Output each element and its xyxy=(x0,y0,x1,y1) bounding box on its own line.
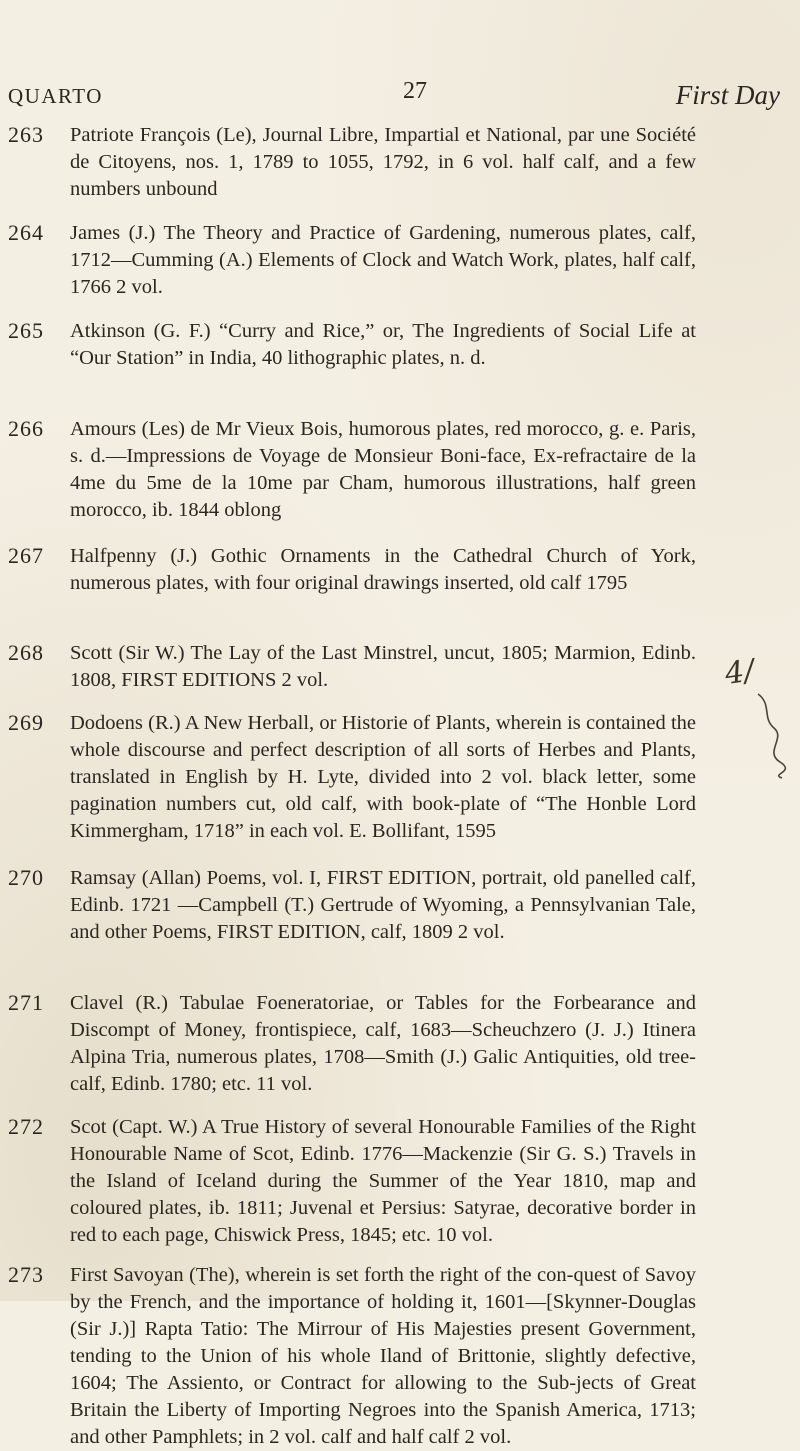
lot-number: 267 xyxy=(8,543,44,568)
lot-entry-273 xyxy=(8,1262,698,1448)
page-number: 27 xyxy=(403,78,427,104)
lot-entry-272 xyxy=(8,1114,698,1254)
lot-number: 266 xyxy=(8,416,44,441)
lot-entry-268 xyxy=(8,640,698,696)
lot-number: 272 xyxy=(8,1114,44,1139)
handwritten-margin-note: 4/ xyxy=(722,653,757,692)
lot-number: 268 xyxy=(8,640,44,665)
lot-description: Amours (Les) de Mr Vieux Bois, humorous plates, red morocco, g. e. Paris, s. d.—Impressions de Voyage de Monsieur Boni-face, Ex-refractaire de la 4me du 5me de la 10me par Cham, humorous illustrations, half green morocco, ib. 1844 oblong xyxy=(70,418,696,521)
lot-entry-269 xyxy=(8,710,698,850)
lot-entry-267 xyxy=(8,543,698,627)
lot-entry-266 xyxy=(8,416,698,528)
lot-description: Halfpenny (J.) Gothic Ornaments in the Cathedral Church of York, numerous plates, with four original drawings inserted, old calf 1795 xyxy=(70,545,696,594)
lot-number: 271 xyxy=(8,990,44,1015)
lot-entry-263 xyxy=(8,122,698,206)
lot-description: Scot (Capt. W.) A True History of several Honourable Families of the Right Honourable Name of Scot, Edinb. 1776—Mackenzie (Sir G. S.) Travels in the Island of Iceland during the Summer of the Year 1810, map and coloured plates, ib. 1811; Juvenal et Persius: Satyrae, decorative border in red to each page, Chiswick Press, 1845; etc. 10 vol. xyxy=(70,1116,696,1246)
lot-number: 265 xyxy=(8,318,44,343)
lot-description: First Savoyan (The), wherein is set forth the right of the con-quest of Savoy by the French, and the importance of holding it, 1601—[Skynner-Douglas (Sir J.)] Rapta Tatio: The Mirrour of His Majesties present Government, tending to the Union of his whole Iland of Brittonie, slightly defective, 1604; The Assiento, or Contract for allowing to the Sub-jects of Great Britain the Liberty of Importing Negroes into the Spanish America, 1713; and other Pamphlets; in 2 vol. calf and half calf 2 vol. xyxy=(70,1264,696,1448)
lot-number: 269 xyxy=(8,710,44,735)
lot-entry-264 xyxy=(8,220,698,304)
lot-description: James (J.) The Theory and Practice of Gardening, numerous plates, calf, 1712—Cumming (A.) Elements of Clock and Watch Work, plates, half calf, 1766 2 vol. xyxy=(70,222,696,298)
lot-entry-265 xyxy=(8,318,698,402)
lot-description: Dodoens (R.) A New Herball, or Historie of Plants, wherein is contained the whole discourse and perfect description of all sorts of Herbes and Plants, translated in English by H. Lyte, divided into 2 vol. black letter, some pagination numbers cut, old calf, with book-plate of “The Honble Lord Kimmergham, 1718” in each vol. E. Bollifant, 1595 xyxy=(70,712,696,842)
lot-description: Ramsay (Allan) Poems, vol. I, FIRST EDITION, portrait, old panelled calf, Edinb. 1721 —Campbell (T.) Gertrude of Wyoming, a Pennsylvanian Tale, and other Poems, FIRST EDITION, calf, 1809 2 vol. xyxy=(70,867,696,943)
lot-description: Clavel (R.) Tabulae Foeneratoriae, or Tables for the Forbearance and Discompt of Money, frontispiece, calf, 1683—Scheuchzero (J. J.) Itinera Alpina Tria, numerous plates, 1708—Smith (J.) Galic Antiquities, old tree-calf, Edinb. 1780; etc. 11 vol. xyxy=(70,992,696,1095)
header-format: QUARTO xyxy=(8,84,103,108)
page-header xyxy=(8,78,780,112)
handwritten-squiggle-icon xyxy=(752,690,792,780)
lot-number: 264 xyxy=(8,220,44,245)
lot-description: Scott (Sir W.) The Lay of the Last Minstrel, uncut, 1805; Marmion, Edinb. 1808, FIRST EDITIONS 2 vol. xyxy=(70,642,696,691)
lot-number: 270 xyxy=(8,865,44,890)
lot-number: 273 xyxy=(8,1262,44,1287)
lot-entry-270 xyxy=(8,865,698,977)
lot-number: 263 xyxy=(8,122,44,147)
lot-entry-271 xyxy=(8,990,698,1102)
header-day: First Day xyxy=(675,80,780,110)
lot-description: Patriote François (Le), Journal Libre, Impartial et National, par une Société de Citoyens, nos. 1, 1789 to 1055, 1792, in 6 vol. half calf, and a few numbers unbound xyxy=(70,124,696,200)
lot-description: Atkinson (G. F.) “Curry and Rice,” or, The Ingredients of Social Life at “Our Station” in India, 40 lithographic plates, n. d. xyxy=(70,320,696,369)
